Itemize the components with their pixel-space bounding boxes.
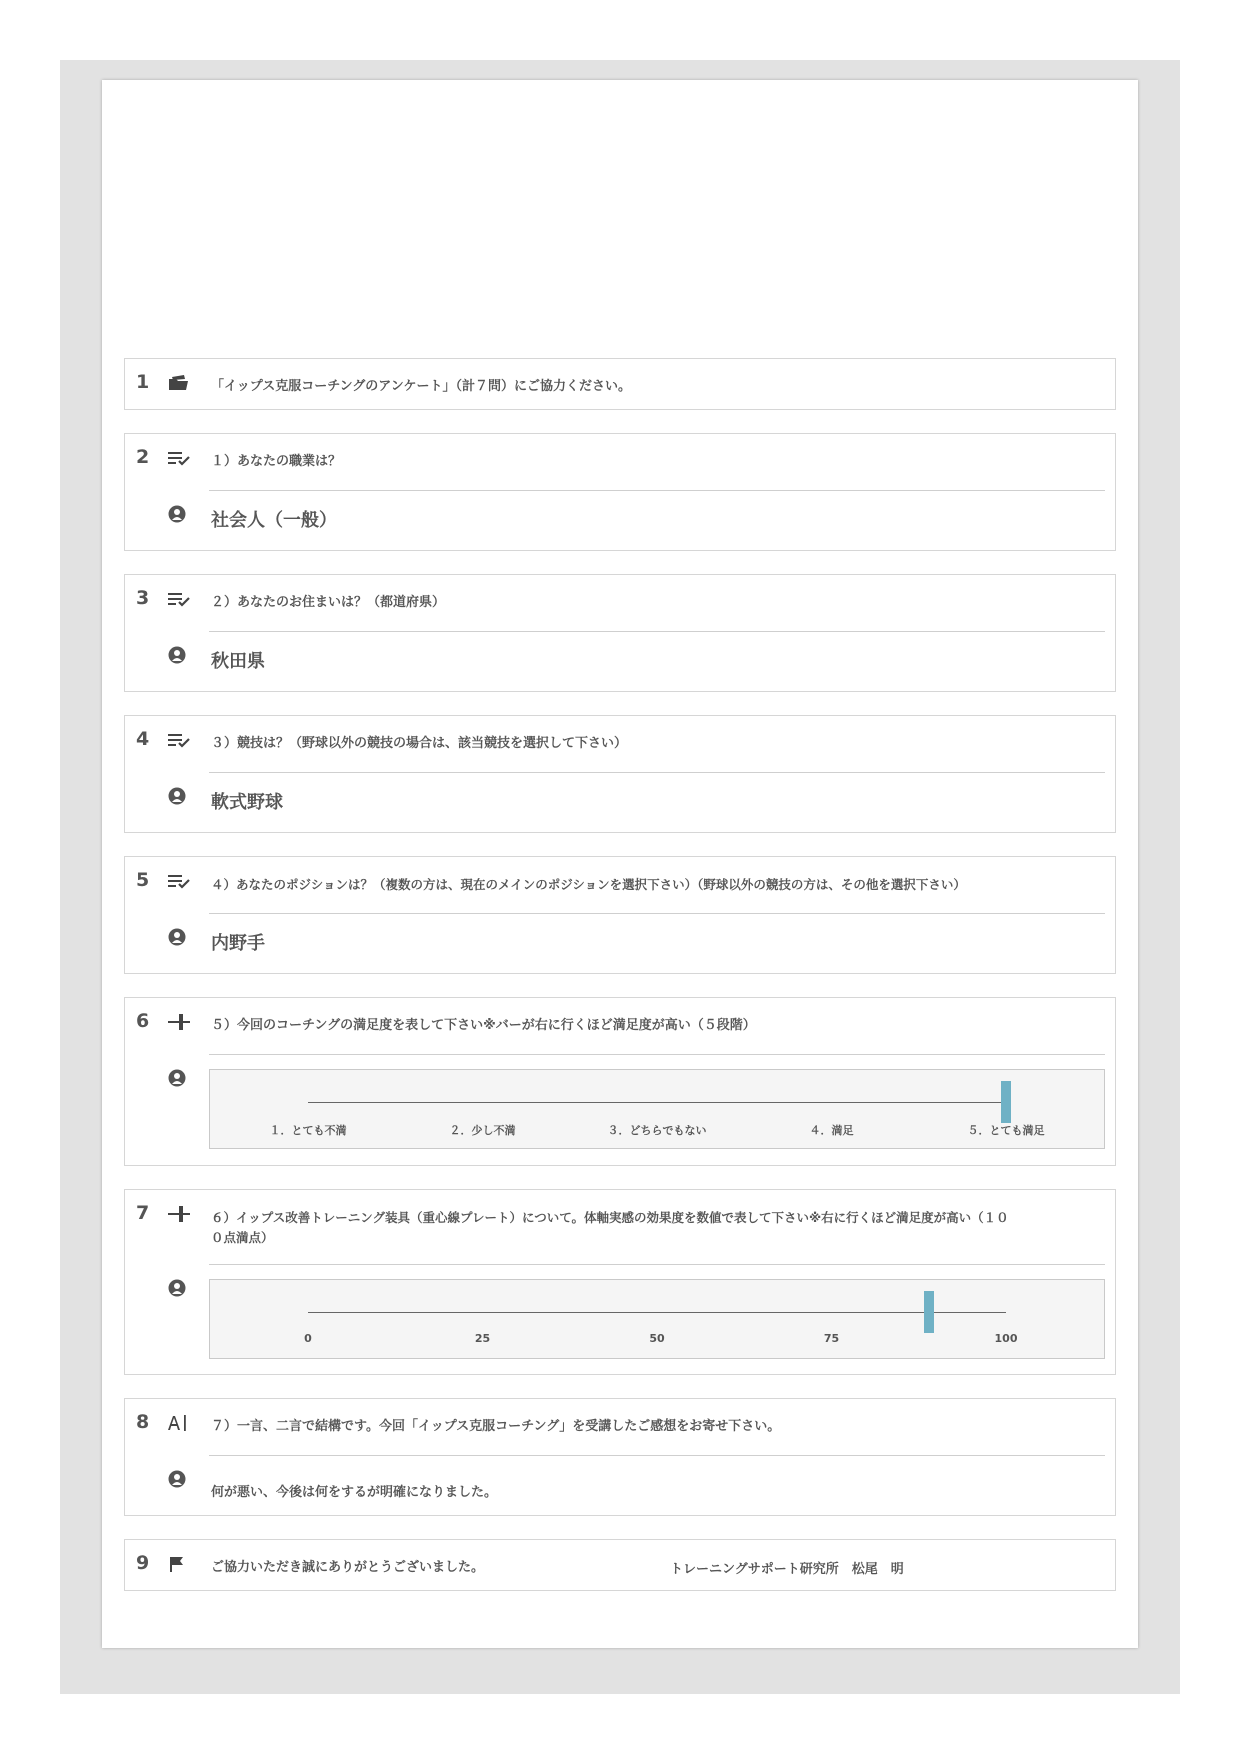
scale-label: 50: [649, 1332, 665, 1345]
slider-track: [308, 1312, 1006, 1313]
question-card-1: [124, 358, 1116, 410]
question-card-6: [124, 997, 1116, 1166]
question-number: 4: [136, 728, 150, 750]
question-text: １）あなたの職業は？: [211, 454, 342, 469]
flag-icon: [167, 1554, 191, 1574]
question-text: ６）イップス改善トレーニング装具（重心線プレート）について。体軸実感の効果度を数値で表して下さい※右に行くほど満足度が高い（１０: [211, 1210, 1009, 1225]
scale-label: 0: [304, 1332, 312, 1345]
list-check-icon: [167, 871, 191, 891]
answer-text: 社会人（一般）: [211, 510, 337, 531]
scale-label: ３．どちらでもない: [607, 1124, 707, 1137]
slider-thumb[interactable]: [924, 1291, 934, 1333]
divider: [209, 631, 1105, 632]
user-icon: [168, 1069, 186, 1087]
folder-icon: [167, 373, 191, 393]
question-number: 3: [136, 587, 150, 609]
list-check-icon: [167, 589, 191, 609]
list-check-icon: [167, 730, 191, 750]
divider: [209, 913, 1105, 914]
question-card-2: [124, 433, 1116, 551]
question-text: ７）一言、二言で結構です。今回「イップス克服コーチング」を受講したご感想をお寄せ下さい。: [211, 1419, 781, 1434]
question-card-9: [124, 1539, 1116, 1591]
closing-text: ご協力いただき誠にありがとうございました。: [211, 1560, 485, 1575]
user-icon: [168, 928, 186, 946]
question-card-3: [124, 574, 1116, 692]
divider: [209, 772, 1105, 773]
answer-text: 内野手: [211, 933, 265, 954]
scale-label: 75: [823, 1332, 840, 1345]
scale-label: ５．とても満足: [967, 1124, 1045, 1137]
satisfaction-slider[interactable]: [209, 1069, 1105, 1149]
user-icon: [168, 505, 186, 523]
user-icon: [168, 646, 186, 664]
slider-icon: [167, 1204, 191, 1224]
user-icon: [168, 1470, 186, 1488]
question-number: 5: [136, 869, 150, 891]
effect-slider[interactable]: [209, 1279, 1105, 1359]
slider-thumb[interactable]: [1001, 1081, 1011, 1123]
question-text: ５）今回のコーチングの満足度を表して下さい※バーが右に行くほど満足度が高い（５段階）: [211, 1018, 756, 1033]
scale-label: 25: [474, 1332, 491, 1345]
question-text-continued: ０点満点）: [211, 1230, 274, 1245]
slider-icon: [167, 1012, 191, 1032]
credit-text: トレーニングサポート研究所 松尾 明: [670, 1562, 904, 1577]
list-check-icon: [167, 448, 191, 468]
answer-text: 何が悪い、今後は何をするが明確になりました。: [211, 1485, 498, 1500]
scale-label: 100: [994, 1332, 1018, 1345]
question-card-5: [124, 856, 1116, 974]
question-number: 2: [136, 446, 150, 468]
question-number: 1: [136, 371, 150, 393]
divider: [209, 1455, 1105, 1456]
answer-text: 秋田県: [211, 651, 265, 672]
user-icon: [168, 787, 186, 805]
divider: [209, 1054, 1105, 1055]
question-text: 「イップス克服コーチングのアンケート」（計７問）にご協力ください。: [211, 379, 632, 394]
scale-label: ４．満足: [809, 1124, 854, 1137]
question-card-4: [124, 715, 1116, 833]
divider: [209, 490, 1105, 491]
question-text: ２）あなたのお住まいは？（都道府県）: [211, 595, 446, 610]
answer-text: 軟式野球: [211, 792, 283, 813]
question-number: 9: [136, 1552, 150, 1574]
text-input-icon: [167, 1413, 191, 1433]
question-card-8: [124, 1398, 1116, 1516]
divider: [209, 1264, 1105, 1265]
user-icon: [168, 1279, 186, 1297]
question-text: ３）競技は？（野球以外の競技の場合は、該当競技を選択して下さい）: [211, 736, 628, 751]
scale-label: ２．少し不満: [449, 1124, 516, 1137]
question-card-7: [124, 1189, 1116, 1375]
question-text: ４）あなたのポジションは？（複数の方は、現在のメインのポジションを選択下さい）（野球以外の競技の方は、その他を選択下さい）: [211, 877, 966, 892]
question-number: 7: [136, 1202, 150, 1224]
question-number: 6: [136, 1010, 150, 1032]
scale-label: １．とても不満: [269, 1124, 347, 1137]
question-number: 8: [136, 1411, 150, 1433]
slider-track: [308, 1102, 1006, 1103]
